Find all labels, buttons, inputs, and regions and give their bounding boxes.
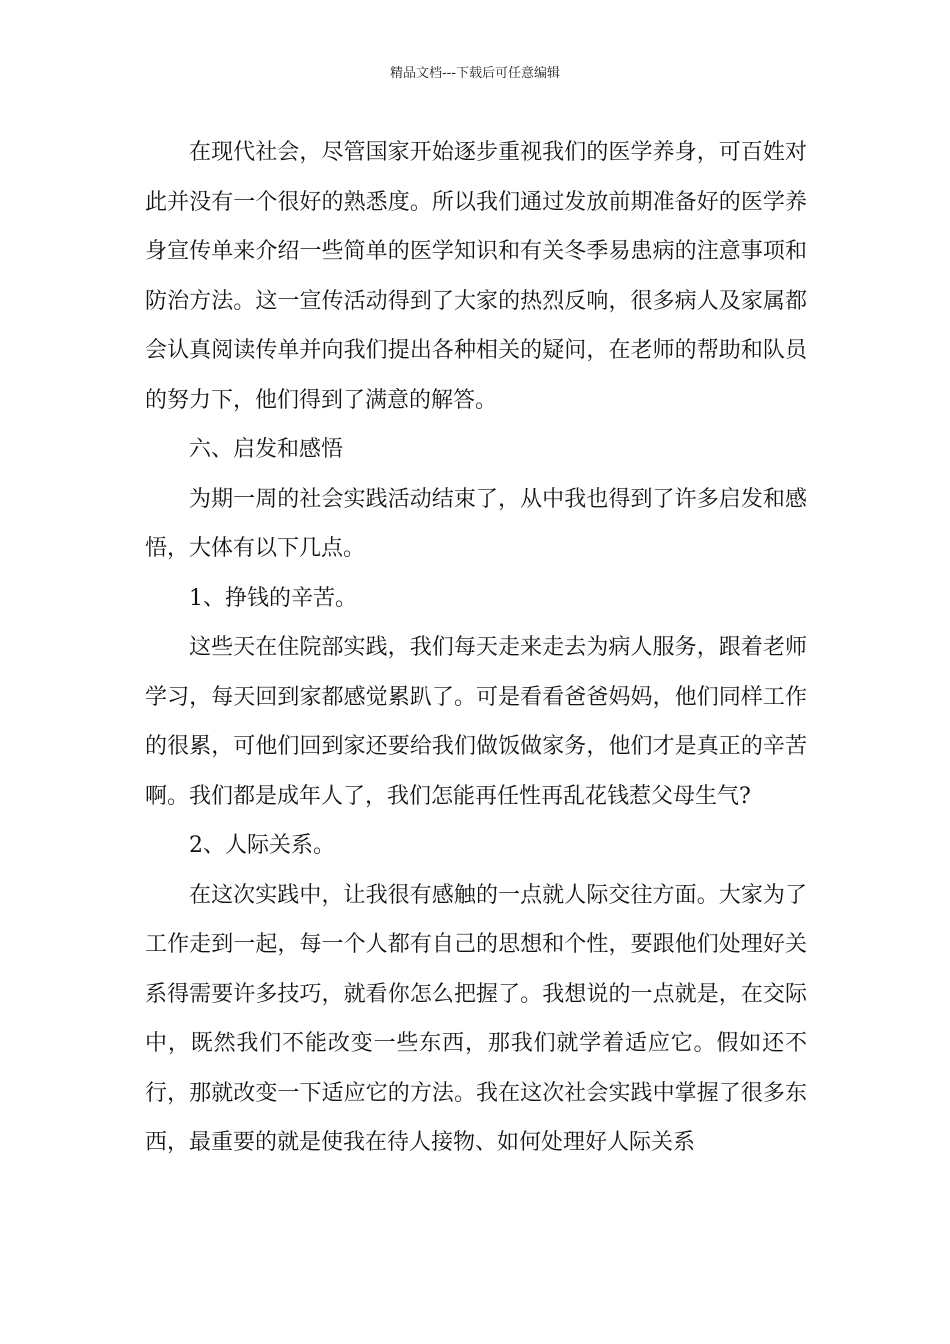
subheading-relationships: 2、人际关系。 — [189, 833, 335, 858]
section-heading-inspiration: 六、启发和感悟 — [189, 437, 344, 462]
page-header: 精品文档---下载后可任意编辑 — [389, 66, 561, 81]
paragraph-relationships: 在这次实践中，让我很有感触的一点就人际交往方面。大家为了工作走到一起，每一个人都有自己的思想和个性，要跟他们处理好关系得需要许多技巧，就看你怎么把握了。我想说的一点就是，在交际中，既然我们不能改变一些东西，那我们就学着适应它。假如还不行，那就改变一下适应它的方法。我在这次社会实践中掌握了很多东西，最重要的就是使我在待人接物、如何处理好人际关系 — [145, 882, 807, 1155]
document-body — [145, 128, 807, 1168]
paragraph-earning-money: 这些天在住院部实践，我们每天走来走去为病人服务，跟着老师学习，每天回到家都感觉累趴了。可是看看爸爸妈妈，他们同样工作的很累，可他们回到家还要给我们做饭做家务，他们才是真正的辛苦啊。我们都是成年人了，我们怎能再任性再乱花钱惹父母生气? — [145, 635, 807, 809]
paragraph-inspiration-intro: 为期一周的社会实践活动结束了，从中我也得到了许多启发和感悟，大体有以下几点。 — [145, 486, 807, 561]
subheading-earning-money: 1、挣钱的辛苦。 — [189, 585, 357, 611]
paragraph-medical-promotion: 在现代社会，尽管国家开始逐步重视我们的医学养身，可百姓对此并没有一个很好的熟悉度。所以我们通过发放前期准备好的医学养身宣传单来介绍一些简单的医学知识和有关冬季易患病的注意事项和防治方法。这一宣传活动得到了大家的热烈反响，很多病人及家属都会认真阅读传单并向我们提出各种相关的疑问，在老师的帮助和队员的努力下，他们得到了满意的解答。 — [145, 140, 807, 413]
